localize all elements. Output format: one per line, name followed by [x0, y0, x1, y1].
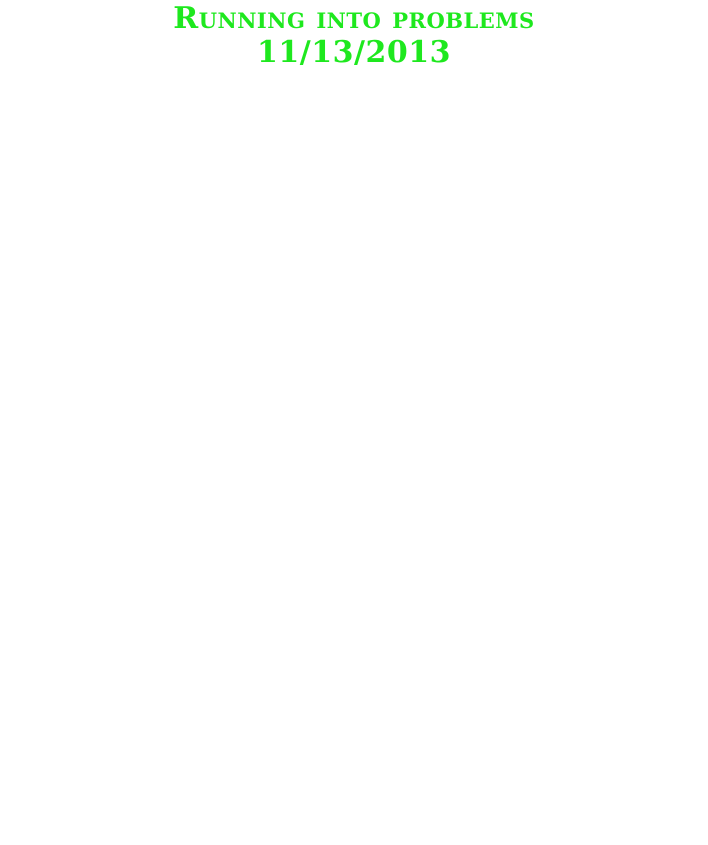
- page-date: 11/13/2013: [257, 35, 451, 70]
- header: [0, 2, 708, 70]
- page-title: Running into problems: [173, 1, 535, 36]
